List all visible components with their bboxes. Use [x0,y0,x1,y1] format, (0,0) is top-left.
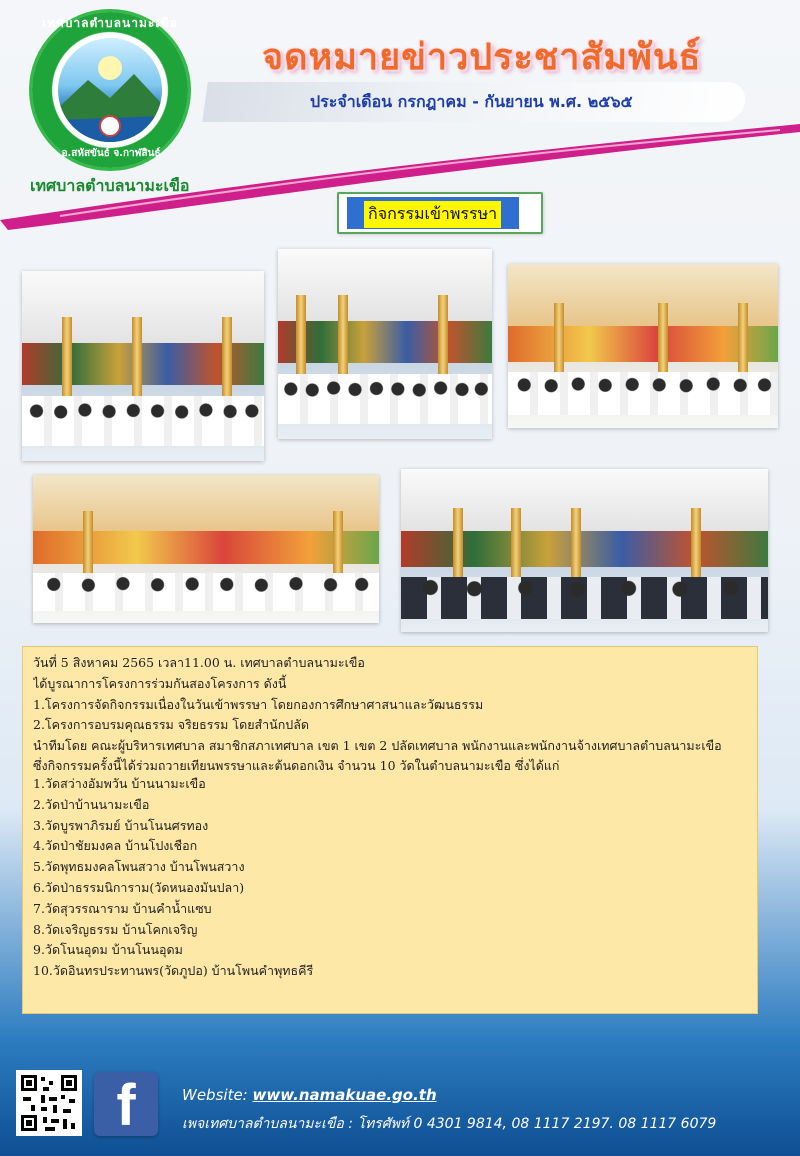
article-list-item: 1.วัดสว่างอัมพวัน บ้านนามะเขือ [33,775,206,791]
article-list-item: 3.วัดบูรพาภิรมย์ บ้านโนนศรทอง [33,817,209,833]
article-list-item: 4.วัดป่าชัยมงคล บ้านโปงเชือก [33,838,198,854]
logo-ring-bottom-text: อ.สหัสขันธ์ จ.กาฬสินธุ์ [61,148,161,159]
article-line: ได้บูรณาการโครงการร่วมกันสองโครงการ ดังนี้ [33,675,287,691]
article-line: วันที่ 5 สิงหาคม 2565 เวลา11.00 น. เทศบาลตำบลนามะเขือ [33,655,365,670]
article-list-item: 2.วัดป่าบ้านนามะเขือ [33,796,150,812]
photo-4 [33,475,379,623]
footer-contact: เพจเทศบาลตำบลนามะเขือ : โทรศัพท์ 0 4301 9814, 08 1117 2197. 08 1117 6079 [182,1116,717,1132]
page-title: จดหมายข่าวประชาสัมพันธ์ [262,37,702,78]
photo-1 [22,271,264,461]
article-list-item: 5.วัดพุทธมงคลโพนสวาง บ้านโพนสวาง [33,859,245,875]
footer-website [182,1086,437,1104]
article-list-item: 9.วัดโนนอุดม บ้านโนนอุดม [33,942,183,958]
website-link[interactable]: www.namakuae.go.th [252,1086,437,1104]
organization-name: เทศบาลตำบลนามะเขือ [30,176,190,195]
photo-5 [401,469,768,632]
activity-heading: กิจกรรมเข้าพรรษา [364,201,501,228]
qr-code-icon[interactable] [16,1070,82,1136]
article-line: ซึ่งกิจกรรมครั้งนี้ได้ร่วมถวายเทียนพรรษาและต้นดอกเงิน จำนวน 10 วัดในตำบลนามะเขือ ซึ่งได้แก่ [33,757,560,773]
article-list-item: 8.วัดเจริญธรรม บ้านโคกเจริญ [33,921,198,937]
facebook-icon-letter: f [116,1073,136,1138]
article-list-item: 10.วัดอินทรประทานพร(วัดภูปอ) บ้านโพนคำพุทธคีรี [33,963,314,979]
article-line: 1.โครงการจัดกิจกรรมเนื่องในวันเข้าพรรษา โดยกองการศึกษาศาสนาและวัฒนธรรม [33,696,484,712]
photo-2 [278,249,492,439]
website-label: Website: [182,1086,248,1104]
article-list-item: 6.วัดป่าธรรมนิการาม(วัดหนองมันปลา) [33,879,245,895]
page-subtitle: ประจำเดือน กรกฎาคม - กันยายน พ.ศ. ๒๕๖๕ [310,92,633,111]
logo-ring-top-text: เทศบาลตำบลนามะเขือ [42,16,178,30]
article-line: นำทีมโดย คณะผู้บริหารเทศบาล สมาชิกสภาเทศบาล เขต 1 เขต 2 ปลัดเทศบาล พนักงานและพนักงานจ้างเทศบาลตำบลนามะเขือ [33,738,722,754]
article-list-item: 7.วัดสุวรรณาราม บ้านคำน้ำแซบ [33,900,212,916]
article-text-panel [22,646,758,1014]
article-line: 2.โครงการอบรมคุณธรรม จริยธรรม โดยสำนักปลัด [33,717,310,733]
photo-3 [508,264,778,428]
